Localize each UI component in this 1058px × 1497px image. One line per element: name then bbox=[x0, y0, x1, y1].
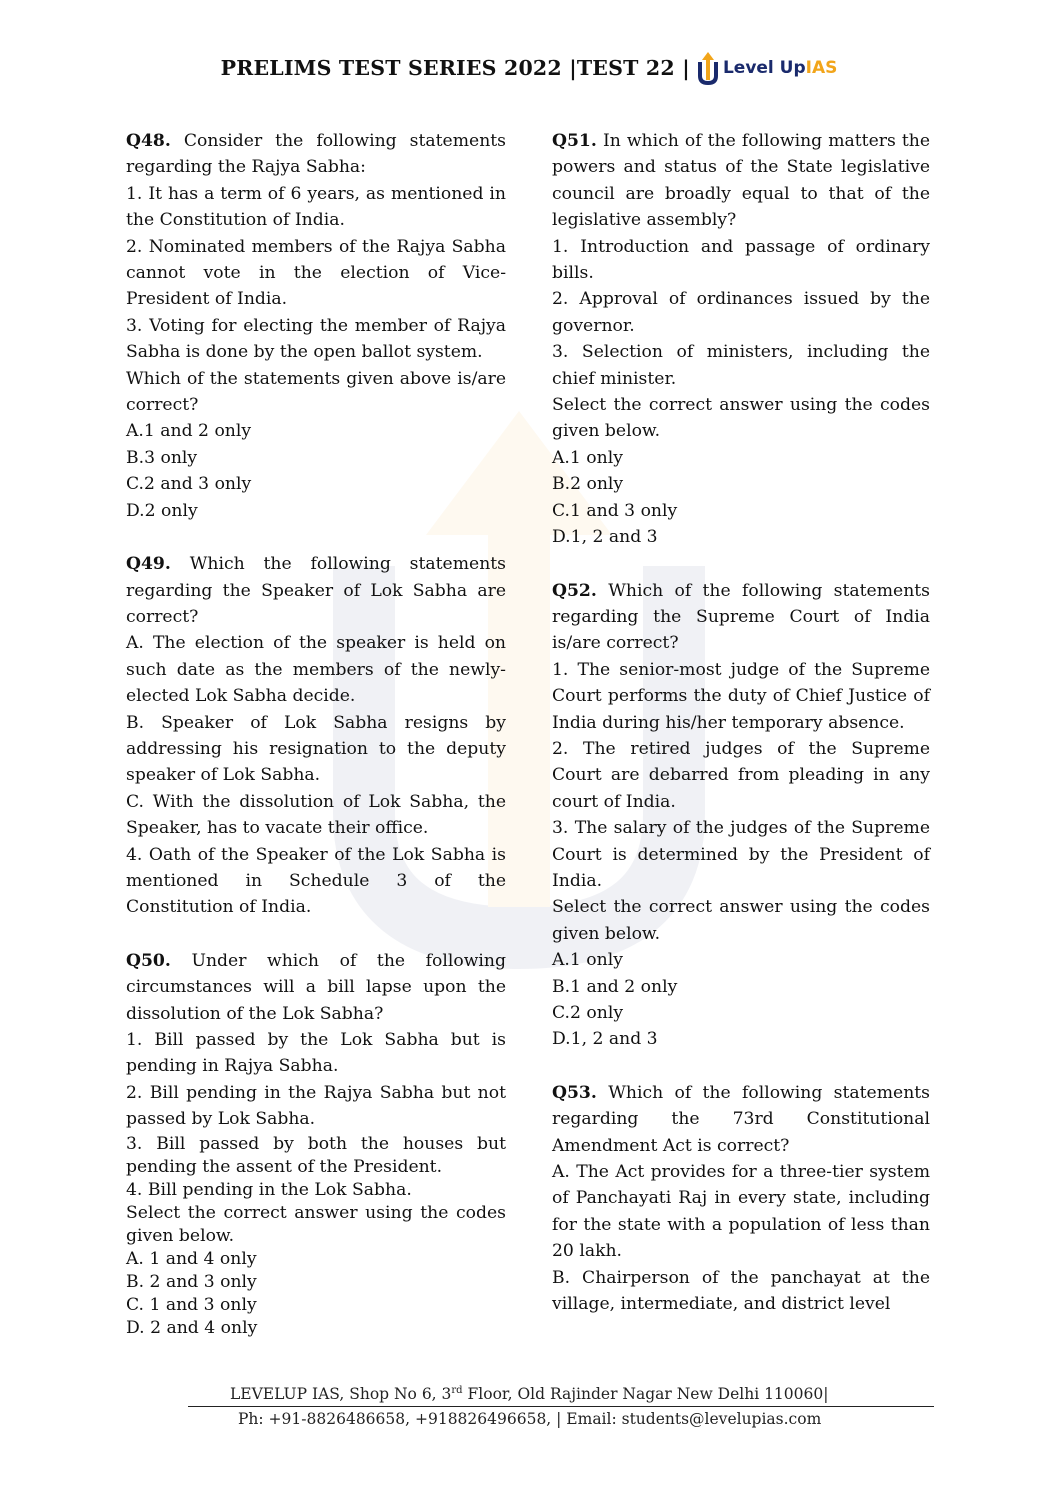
option: C.2 and 3 only bbox=[126, 474, 252, 495]
question-stem: Which of the following statements regarding the 73rd Constitutional Amendment Act is correct? bbox=[552, 1082, 930, 1156]
statement: A. The election of the speaker is held on such date as the members of the newly-elected Lok Sabha decide. bbox=[126, 633, 506, 707]
footer-contact: Ph: +91-8826486658, +918826496658, | Email: students@levelupias.com bbox=[238, 1410, 822, 1428]
statement: 3. Bill passed by both the houses but pending the assent of the President. bbox=[126, 1133, 506, 1177]
statement: 1. Introduction and passage of ordinary bills. bbox=[552, 236, 930, 284]
question-prompt: Select the correct answer using the codes given below. bbox=[552, 897, 930, 944]
statement: 1. It has a term of 6 years, as mentioned in the Constitution of India. bbox=[126, 183, 506, 231]
question-number: Q50. bbox=[126, 950, 171, 971]
statement: 3. Voting for electing the member of Rajya Sabha is done by the open ballot system. bbox=[126, 315, 506, 363]
option: A.1 only bbox=[552, 447, 623, 468]
option: B.1 and 2 only bbox=[552, 976, 678, 997]
statement: B. Chairperson of the panchayat at the village, intermediate, and district level bbox=[552, 1267, 930, 1315]
footer-divider bbox=[188, 1406, 934, 1407]
question-stem: In which of the following matters the powers and status of the State legislative council are broadly equal to that of the legislative assembly? bbox=[552, 131, 930, 231]
statement: 2. Bill pending in the Rajya Sabha but not passed by Lok Sabha. bbox=[126, 1082, 506, 1130]
statement: C. With the dissolution of Lok Sabha, the Speaker, has to vacate their office. bbox=[126, 791, 506, 839]
option: A. 1 and 4 only bbox=[126, 1248, 257, 1269]
question-stem: Which of the following statements regarding the Supreme Court of India is/are correct? bbox=[552, 580, 930, 654]
option: D.2 only bbox=[126, 500, 198, 521]
option: C.2 only bbox=[552, 1003, 624, 1023]
option: B. 2 and 3 only bbox=[126, 1271, 257, 1292]
question-52 bbox=[552, 578, 930, 1053]
question-prompt: Select the correct answer using the codes given below. bbox=[126, 1202, 506, 1246]
question-50 bbox=[126, 948, 506, 1340]
statement: 4. Oath of the Speaker of the Lok Sabha is mentioned in Schedule 3 of the Constitution of India. bbox=[126, 844, 506, 918]
test-series-title: PRELIMS TEST SERIES 2022 |TEST 22 | bbox=[220, 56, 690, 80]
statement: 2. Approval of ordinances issued by the governor. bbox=[552, 289, 930, 336]
question-51 bbox=[552, 128, 930, 551]
question-stem: Which the following statements regarding the Speaker of Lok Sabha are correct? bbox=[126, 554, 506, 627]
right-column bbox=[552, 128, 930, 1317]
statement: 2. The retired judges of the Supreme Court are debarred from pleading in any court of India. bbox=[552, 738, 930, 812]
page-header bbox=[0, 50, 1058, 86]
question-prompt: Select the correct answer using the codes given below. bbox=[552, 395, 930, 442]
levelup-ias-logo bbox=[697, 50, 837, 86]
left-column bbox=[126, 128, 506, 1340]
statement: A. The Act provides for a three-tier system of Panchayati Raj in every state, including for the state with a population of less than 20 lakh. bbox=[552, 1162, 930, 1262]
question-stem: Consider the following statements regarding the Rajya Sabha: bbox=[126, 131, 506, 178]
question-prompt: Which of the statements given above is/are correct? bbox=[126, 368, 506, 416]
option: D. 2 and 4 only bbox=[126, 1317, 258, 1338]
question-48 bbox=[126, 128, 506, 524]
option: A.1 only bbox=[552, 950, 623, 971]
statement: 1. Bill passed by the Lok Sabha but is pending in Rajya Sabha. bbox=[126, 1030, 506, 1077]
question-53 bbox=[552, 1080, 930, 1318]
logo-arrow-icon bbox=[697, 50, 719, 86]
question-number: Q52. bbox=[552, 580, 597, 601]
question-number: Q48. bbox=[126, 131, 171, 151]
statement: B. Speaker of Lok Sabha resigns by addressing his resignation to the deputy speaker of Lok Sabha. bbox=[126, 712, 506, 786]
footer-address: LEVELUP IAS, Shop No 6, 3rd Floor, Old Rajinder Nagar New Delhi 110060| bbox=[230, 1385, 829, 1404]
question-number: Q51. bbox=[552, 131, 597, 151]
option: C. 1 and 3 only bbox=[126, 1294, 257, 1315]
option: D.1, 2 and 3 bbox=[552, 1029, 658, 1050]
question-stem: Under which of the following circumstances will a bill lapse upon the dissolution of the Lok Sabha? bbox=[126, 950, 506, 1024]
option: A.1 and 2 only bbox=[126, 421, 252, 442]
statement: 3. Selection of ministers, including the chief minister. bbox=[552, 342, 930, 389]
question-number: Q53. bbox=[552, 1082, 597, 1103]
logo-wordmark: Level UpIAS bbox=[722, 58, 838, 78]
option: B.3 only bbox=[126, 447, 198, 468]
question-49 bbox=[126, 551, 506, 921]
question-number: Q49. bbox=[126, 554, 171, 575]
option: D.1, 2 and 3 bbox=[552, 527, 658, 548]
option: C.1 and 3 only bbox=[552, 500, 678, 521]
statement: 3. The salary of the judges of the Supreme Court is determined by the President of India. bbox=[552, 818, 930, 891]
statement: 4. Bill pending in the Lok Sabha. bbox=[126, 1179, 412, 1200]
option: B.2 only bbox=[552, 474, 624, 495]
statement: 2. Nominated members of the Rajya Sabha cannot vote in the election of Vice-President of India. bbox=[126, 236, 506, 310]
statement: 1. The senior-most judge of the Supreme Court performs the duty of Chief Justice of India during his/her temporary absence. bbox=[552, 659, 930, 733]
